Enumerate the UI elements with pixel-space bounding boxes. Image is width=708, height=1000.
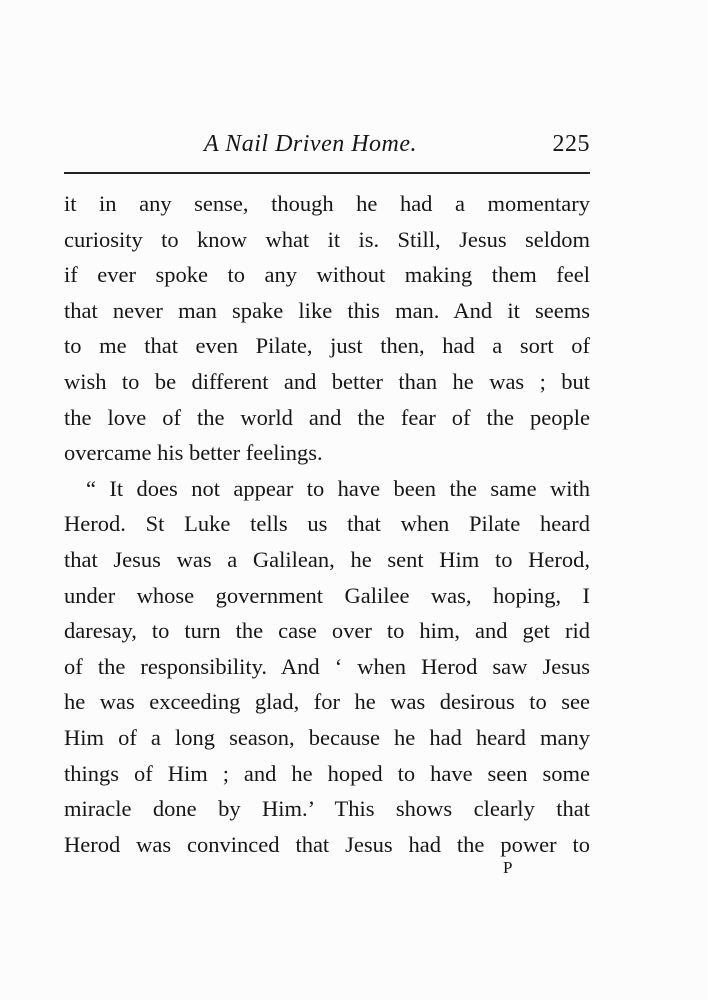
text-line: it in any sense, though he had a momentary: [64, 191, 590, 216]
text-line: wish to be different and better than he was ; but: [64, 368, 590, 394]
text-line: he was exceeding glad, for he was desirous to see: [64, 689, 590, 715]
paragraph-start-line: “ It does not appear to have been the same with: [86, 475, 590, 501]
text-line: daresay, to turn the case over to him, and get rid: [64, 618, 590, 644]
text-line: if ever spoke to any without making them feel: [64, 262, 590, 288]
signature-mark: P: [503, 858, 513, 877]
text-line: Herod. St Luke tells us that when Pilate heard: [64, 511, 590, 537]
running-title: A Nail Driven Home.: [204, 131, 418, 157]
running-head: [64, 131, 590, 165]
page-number: 225: [552, 131, 590, 157]
text-line: overcame his better feelings.: [64, 440, 323, 466]
text-line: things of Him ; and he hoped to have seen some: [64, 760, 590, 786]
text-line: that never man spake like this man. And it seems: [64, 297, 590, 323]
text-line: Him of a long season, because he had heard many: [64, 724, 590, 750]
text-line: the love of the world and the fear of the people: [64, 404, 590, 430]
body-text: [64, 186, 590, 862]
header-rule: [64, 172, 590, 174]
text-line: to me that even Pilate, just then, had a sort of: [64, 333, 590, 359]
text-line: Herod was convinced that Jesus had the power to: [64, 831, 590, 857]
text-line: miracle done by Him.’ This shows clearly that: [64, 796, 590, 822]
text-line: under whose government Galilee was, hoping, I: [64, 582, 590, 608]
text-line: that Jesus was a Galilean, he sent Him to Herod,: [64, 546, 590, 572]
text-line: curiosity to know what it is. Still, Jesus seldom: [64, 226, 590, 252]
text-line: of the responsibility. And ‘ when Herod saw Jesus: [64, 653, 590, 679]
